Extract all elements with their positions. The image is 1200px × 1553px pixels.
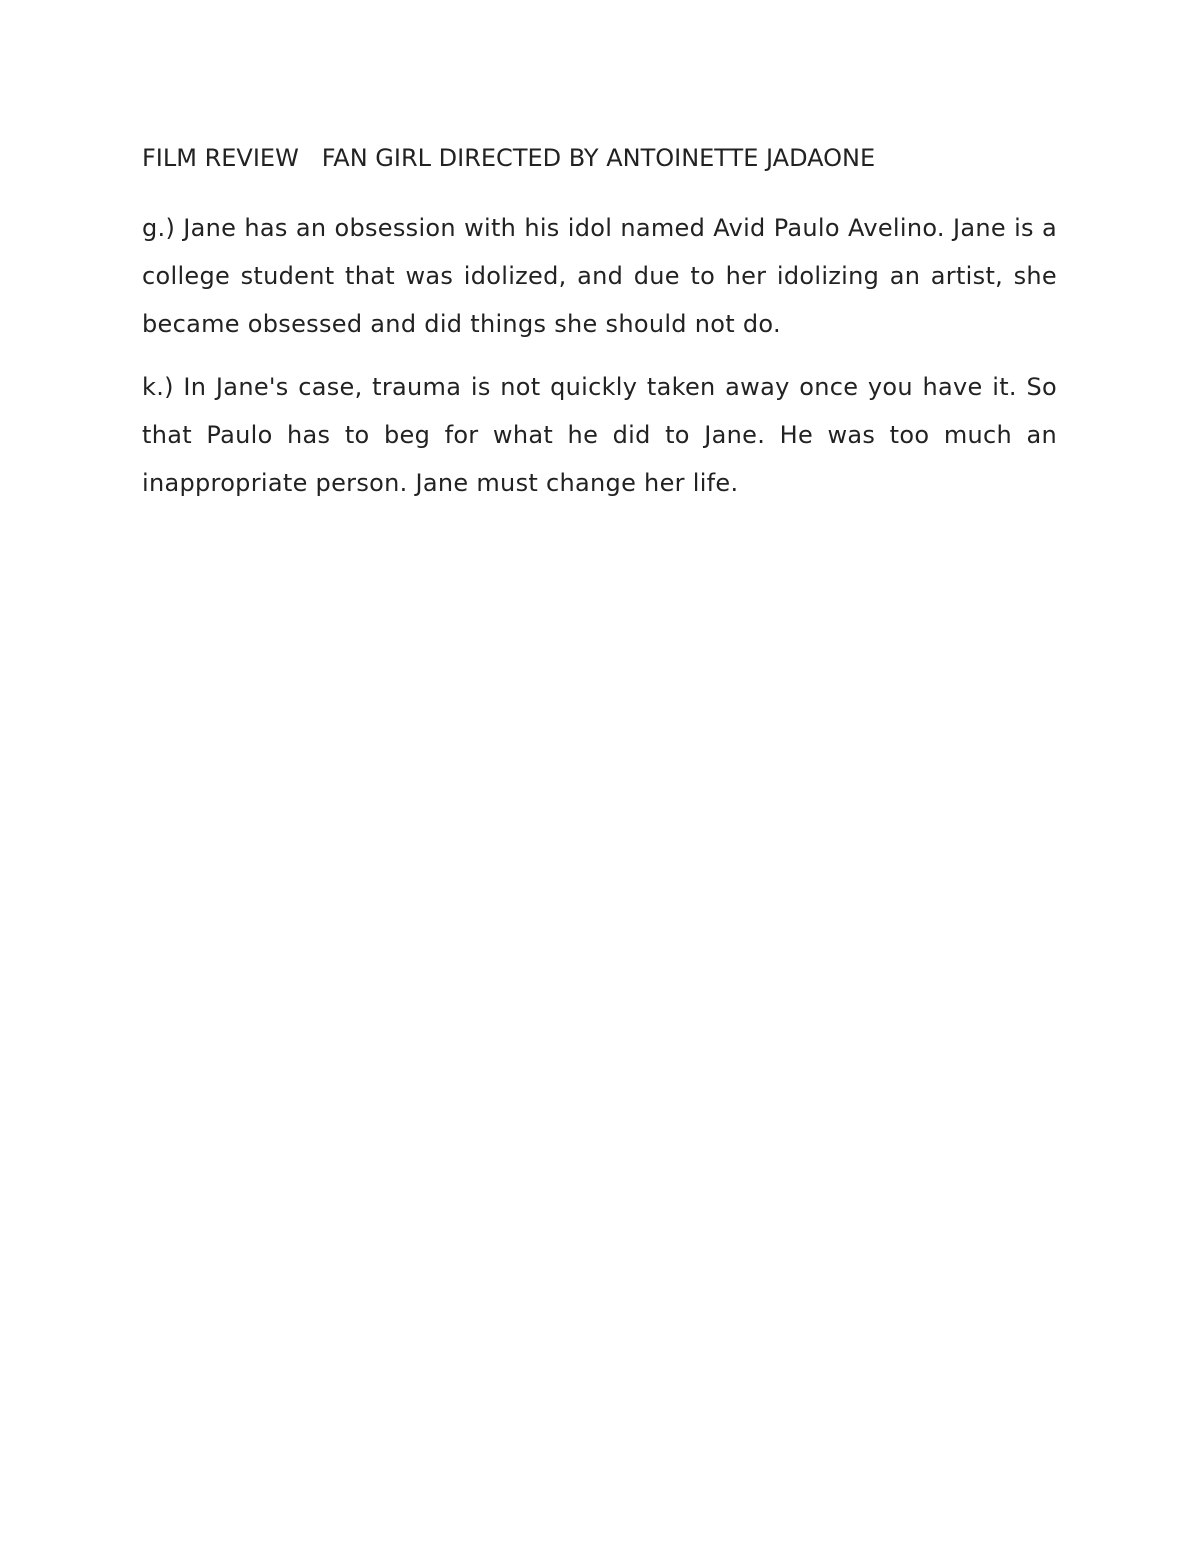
paragraph-k: k.) In Jane's case, trauma is not quickly taken away once you have it. So that Paulo has to beg for what he did to Jane. He was too much an inappropriate person. Jane must change her life. bbox=[142, 373, 1057, 497]
paragraph-g: g.) Jane has an obsession with his idol named Avid Paulo Avelino. Jane is a college student that was idolized, and due to her idolizing an artist, she became obsessed and did things she should not do. bbox=[142, 214, 1057, 338]
document-body bbox=[142, 140, 1057, 522]
document-title: FILM REVIEW FAN GIRL DIRECTED BY ANTOINETTE JADAONE bbox=[142, 144, 876, 172]
